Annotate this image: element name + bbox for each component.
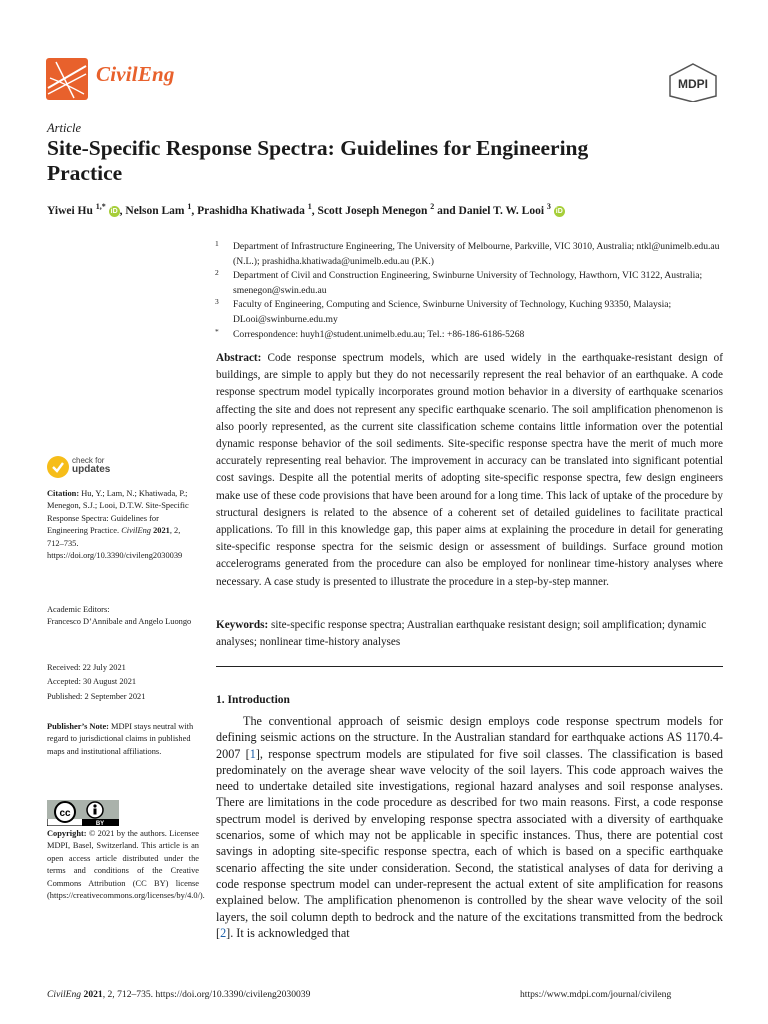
affiliation-number: 2	[215, 268, 219, 278]
check-updates-icon	[47, 456, 69, 478]
author-affiliation-mark: 3	[546, 202, 551, 211]
copyright-text: © 2021 by the authors. Licensee MDPI, Basel, Switzerland. This article is an open access article distributed under the terms and conditions of the Creative Commons Attribution (CC BY) license (https://creativecommons.org/licenses/by/4.0/).	[47, 829, 205, 901]
publisher-note	[47, 721, 199, 758]
affiliation-text: Department of Civil and Construction Engineering, Swinburne University of Technology, Hawthorn, VIC 3122, Australia; smenegon@swin.edu.au	[233, 270, 703, 296]
academic-editors	[47, 604, 197, 629]
citation-block	[47, 488, 197, 562]
affiliation-number: 1	[215, 239, 219, 248]
mdpi-logo-icon	[666, 62, 720, 102]
keywords-label: Keywords:	[216, 619, 269, 631]
author-name: Daniel T. W. Looi	[458, 204, 545, 217]
citation-link[interactable]: 1	[249, 746, 256, 761]
cc-by-label: BY	[95, 821, 105, 826]
section-divider	[216, 666, 723, 667]
orcid-icon[interactable]: iD	[110, 207, 118, 215]
section-heading: 1. Introduction	[216, 694, 290, 706]
citation-journal: CivilEng	[121, 526, 151, 536]
svg-text:cc: cc	[59, 808, 71, 819]
affiliation-number: 3	[215, 297, 219, 307]
footer-year: 2021	[83, 989, 103, 1000]
author-affiliation-mark: 2	[430, 202, 435, 211]
published-date: Published: 2 September 2021	[47, 691, 146, 701]
received-date: Received: 22 July 2021	[47, 663, 126, 672]
check-updates-label: check for	[72, 456, 105, 465]
paragraph-text: ], response spectrum models are stipulated for five soil classes. The classification is based predominately on the average shear wave velocity of the soil layers. This code approach waives the need to undertake detailed site investigations, regional hazard analyses and soil response analyses. There are limitations in the code procedure as described for two main reasons. First, a code response spectrum model is derived by enveloping response spectra associated with a diversity of earthquake scenarios, some of which may not be applicable in specific instances. Thus, there are potential cost savings in adopting site-specific response spectra, each of which is based on a specific earthquake scenario affecting the site under consideration. Second, the statistical analyses of data for deriving a code response spectrum model can under-represent the actual extent of site amplification for reasons explained below. The amplification phenomenon is controlled by the shear wave velocity of the soil layers, the soil column depth to bedrock and the nature of the excitations transmitted from the bedrock [	[216, 746, 723, 940]
correspondence	[215, 328, 735, 343]
citation-link[interactable]: 2	[220, 925, 227, 940]
correspondence-text: Correspondence: huyh1@student.unimelb.edu.au; Tel.: +86-186-6186-5268	[233, 328, 525, 340]
editors-names: Francesco D’Annibale and Angelo Luongo	[47, 617, 192, 627]
paper-title: Site-Specific Response Spectra: Guidelines for Engineering Practice	[47, 136, 589, 185]
paragraph-text: ]. It is acknowledged that	[226, 925, 350, 940]
article-type: Article	[47, 121, 82, 135]
publisher-note-label: Publisher’s Note:	[47, 722, 109, 731]
affiliation	[215, 240, 735, 269]
affiliation	[215, 298, 735, 327]
citation-year: 2021	[153, 526, 170, 536]
citation-label: Citation:	[47, 489, 80, 498]
introduction-paragraph	[216, 713, 723, 941]
civileng-logo-icon	[46, 58, 88, 100]
accepted-date: Accepted: 30 August 2021	[47, 677, 137, 687]
footer-journal: CivilEng	[47, 989, 82, 1000]
paragraph-text: The conventional approach of seismic design employs code response spectrum models for defining seismic actions on the structure. In the Australian standard for earthquake actions AS 1170.4-2007 [	[216, 714, 723, 761]
affiliation-number: *	[215, 326, 219, 336]
publisher-name: MDPI	[678, 77, 708, 91]
author-affiliation-mark: 1	[307, 202, 312, 211]
affiliation	[215, 269, 735, 298]
footer-journal-url[interactable]: https://www.mdpi.com/journal/civileng	[520, 989, 672, 1000]
footer-doi[interactable]: , 2, 712–735. https://doi.org/10.3390/civileng2030039	[102, 989, 311, 1000]
affiliation-text: Faculty of Engineering, Computing and Science, Swinburne University of Technology, Kuching 93350, Malaysia; DLooi@swinburne.edu.my	[233, 299, 672, 325]
citation-doi[interactable]: , 2, 712–735. https://doi.org/10.3390/civileng2030039	[47, 526, 183, 561]
affiliations	[215, 240, 735, 342]
check-updates-label: updates	[72, 464, 111, 475]
keywords-text: site-specific response spectra; Australian earthquake resistant design; soil amplification; dynamic analyses; nonlinear time-history analyses	[216, 619, 707, 649]
abstract-text: Code response spectrum models, which are used widely in the earthquake-resistant design of buildings, are simple to apply but they do not necessarily represent the real behavior of an earthquake. A code response spectrum model typically incorporates ground motion behavior in a diversity of earthquake scenarios affecting the site and does not represent any specific earthquake scenario. The soil amplification phenomenon is also poorly represented, as the current site classification scheme contains little information over the potential dynamic response behavior of the soil sediments. Site-specific response spectra have the merit of much more accurately representing real behavior. The improvement in accuracy can be translated into significant potential cost savings. Despite all the potential merits of adopting site-specific response spectra, few design engineers make use of these code provisions that have been around for a long time. This lack of uptake of the procedure by structural designers is related to the absence of a coherent set of detailed guidelines to facilitate practical applications. To fill in this knowledge gap, this paper aims at explaining the procedure in detail for generating site-specific response spectra for the seismic design or assessment of buildings. Surface ground motion accelerograms generated from the procedure can also be employed for nonlinear time-history analyses where necessary. A case study is presented to illustrate the procedure in a step-by-step manner.	[216, 352, 723, 588]
journal-name: CivilEng	[96, 62, 175, 86]
citation-text: Hu, Y.; Lam, N.; Khatiwada, P.; Menegon, S.J.; Looi, D.T.W. Site-Specific Response Spectra: Guidelines for Engineering Practice.	[47, 489, 189, 536]
author-name: Scott Joseph Menegon	[317, 204, 428, 217]
keywords	[216, 617, 723, 651]
author-name: Prashidha Khatiwada	[197, 204, 305, 217]
author-name: Nelson Lam	[125, 204, 185, 217]
author-affiliation-mark: 1,*	[95, 202, 106, 211]
copyright-notice	[47, 828, 205, 902]
cc-by-license-icon[interactable]	[47, 800, 119, 826]
orcid-icon[interactable]: iD	[555, 207, 563, 215]
publication-dates	[47, 661, 197, 704]
check-for-updates-badge[interactable]	[47, 456, 157, 480]
affiliation-text: Department of Infrastructure Engineering, The University of Melbourne, Parkville, VIC 3010, Australia; ntkl@unimelb.edu.au (N.L.); prashidha.khatiwada@unimelb.edu.au (P.K.)	[233, 241, 720, 267]
author-conjunction: and	[437, 204, 456, 217]
author-affiliation-mark: 1	[187, 202, 192, 211]
publisher-note-text: MDPI stays neutral with regard to jurisdictional claims in published maps and institutional affiliations.	[47, 722, 194, 756]
abstract-label: Abstract:	[216, 352, 262, 364]
abstract	[216, 350, 723, 591]
copyright-label: Copyright:	[47, 829, 87, 838]
footer-citation	[47, 989, 310, 1000]
author-list: Yiwei Hu $^{1,*}$ iD , Nelson Lam $^1$, Prashidha Khatiwada $^1$, Scott Joseph Menegon $^2$ and Daniel T. W. Looi $^3$ iD	[47, 202, 563, 217]
author-name: Yiwei Hu	[47, 204, 93, 217]
editors-label: Academic Editors:	[47, 605, 110, 614]
